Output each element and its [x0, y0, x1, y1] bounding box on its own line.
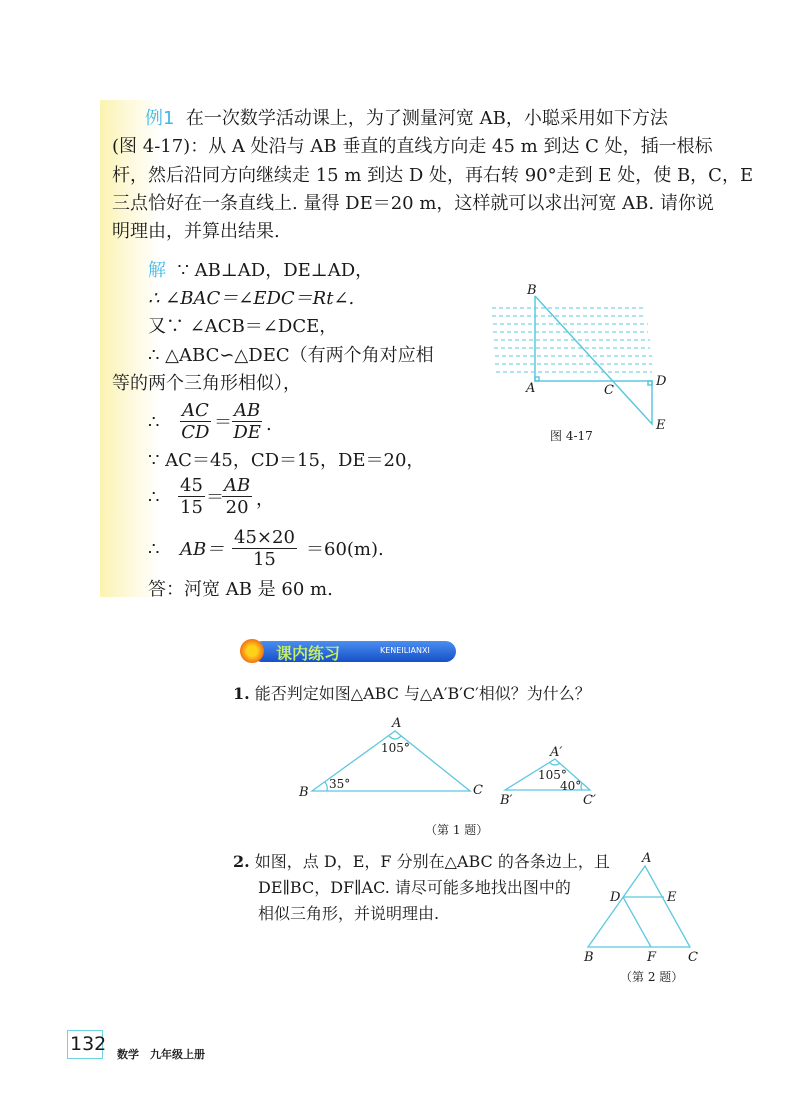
punct: ， — [256, 489, 274, 510]
solution-text: ∵ AB⊥AD，DE⊥AD， — [177, 260, 374, 281]
triangles-q1 — [312, 731, 590, 791]
q2-text: 相似三角形，并说明理由. — [258, 904, 440, 923]
page-number: 132 — [70, 1033, 107, 1055]
page-number-box — [67, 1030, 107, 1059]
t1-label-b: B — [299, 785, 309, 800]
t2-angle-c: 40° — [560, 779, 582, 793]
t2-angle-a: 105° — [538, 768, 567, 782]
denominator: 15 — [252, 549, 276, 570]
numerator: AC — [182, 400, 209, 421]
textbook-page: 例1 在一次数学活动课上，为了测量河宽 AB，小聪采用如下方法 (图 4-17)：从 A 处沿与 AB 垂直的直线方向走 45 m 到达 C 处，插一根标 杆，然后沿同方向继续走 15 m 到达 D 处，再右转 90°走到 E 处，使 B，C，E 三点恰好在一条直线上. 量得 DE＝20 m，这样就可以求出河宽 AB. 请你说 明理由，并算出结果. 解 ∵ AB⊥AD，DE⊥AD， ∴ ∠BAC＝∠EDC＝Rt∠. 又∵ ∠ACB＝∠DCE， ∴ △ABC∽△DEC（有两个角对应相 等的两个三角形相似）， ∴ $\frac{AC}{CD}$ ＝ $\frac{AB}{DE}$ . ∵ AC＝45，CD＝15，DE＝20， ∴ $\frac{45}{15}$ ＝ $\frac{AB}{20}$ ， ∴ AB＝ $\frac{45\times 20}{15}$ ＝60(m). 答：河宽 AB 是 60 m. B A C D E 图 4-17 课内练习 KENEILIANXI 1. 能否判定如图△ABC 与△A′B′C′相似？为什么？ A B C 105° 35° A′ B′ C′ 105° 40° （第 1 题） 2. 如图，点 D，E，F 分别在△ABC 的各条边上，且 DE∥BC，DF∥AC. 请尽可能多地找出图中的 相似三角形，并说明理由. A B C D E F （第 2 题） 132 数学 九年级上册 — [0, 0, 800, 1114]
q2-number: 2. — [233, 852, 250, 871]
label-d: D — [656, 374, 667, 389]
t2-label-b: B′ — [500, 793, 513, 808]
question-2 — [233, 849, 610, 872]
punct: . — [266, 414, 272, 435]
q1-caption: （第 1 题） — [425, 823, 489, 837]
triangle-q2 — [588, 866, 690, 947]
q2-label-e: E — [667, 890, 677, 905]
example-line-3: 杆，然后沿同方向继续走 15 m 到达 D 处，再右转 90°走到 E 处，使 B，C，E — [112, 165, 754, 186]
numerator: AB — [234, 400, 261, 421]
example-line-5: 明理由，并算出结果. — [112, 221, 280, 242]
label-c: C — [604, 383, 614, 398]
q2-caption: （第 2 题） — [620, 970, 684, 984]
example-line-4: 三点恰好在一条直线上. 量得 DE＝20 m，这样就可以求出河宽 AB. 请你说 — [112, 193, 714, 214]
book-title: 数学 九年级上册 — [117, 1048, 205, 1061]
example-text: 在一次数学活动课上，为了测量河宽 AB，小聪采用如下方法 — [185, 108, 668, 129]
q2-label-c: C — [688, 950, 698, 965]
solution-line-2: ∴ ∠BAC＝∠EDC＝Rt∠. — [148, 288, 355, 309]
q2-label-a: A — [642, 851, 652, 866]
practice-banner — [252, 641, 456, 662]
label-a: A — [526, 381, 536, 396]
solution-line-5: 等的两个三角形相似）， — [112, 373, 301, 394]
t1-label-c: C — [473, 783, 483, 798]
t1-angle-b: 35° — [329, 777, 351, 791]
example-line-2: (图 4-17)：从 A 处沿与 AB 垂直的直线方向走 45 m 到达 C 处，插一根标 — [112, 136, 713, 157]
therefore-symbol: ∴ — [148, 487, 160, 508]
numerator: AB — [224, 475, 251, 496]
example-label: 例1 — [145, 108, 175, 129]
t1-angle-a: 105° — [381, 741, 410, 755]
q2-label-b: B — [584, 950, 594, 965]
solution-label: 解 — [148, 260, 166, 281]
result: ＝60(m). — [306, 539, 384, 560]
q1-number: 1. — [233, 684, 250, 703]
numerator: 45 — [180, 475, 203, 496]
label-e: E — [656, 418, 666, 433]
denominator: DE — [233, 422, 261, 443]
solution-line-4: ∴ △ABC∽△DEC（有两个角对应相 — [148, 345, 434, 366]
banner-subtitle: KENEILIANXI — [380, 646, 430, 655]
therefore-symbol: ∴ — [148, 412, 160, 433]
figure-caption: 图 4-17 — [550, 429, 593, 443]
numerator: 45×20 — [234, 527, 295, 548]
denominator: CD — [181, 422, 210, 443]
q1-text: 能否判定如图△ABC 与△A′B′C′相似？为什么？ — [254, 684, 591, 703]
solution-line-7: ∵ AC＝45，CD＝15，DE＝20， — [148, 450, 425, 471]
q2-label-d: D — [610, 890, 621, 905]
label-b: B — [527, 283, 537, 298]
q2-text: 如图，点 D，E，F 分别在△ABC 的各条边上，且 — [254, 852, 610, 871]
denominator: 15 — [180, 497, 203, 518]
t2-label-c: C′ — [583, 793, 596, 808]
question-1 — [233, 681, 591, 704]
therefore-symbol: ∴ — [148, 539, 160, 560]
river-lines — [492, 308, 652, 372]
figure-4-17 — [535, 296, 652, 424]
ab-equals: AB＝ — [180, 539, 225, 560]
sun-icon — [240, 639, 264, 663]
t1-label-a: A — [392, 716, 402, 731]
q2-label-f: F — [647, 950, 657, 965]
t2-label-a: A′ — [550, 745, 563, 760]
solution-line-3: 又∵ ∠ACB＝∠DCE， — [148, 316, 338, 337]
q2-text: DE∥BC，DF∥AC. 请尽可能多地找出图中的 — [258, 878, 571, 897]
banner-title: 课内练习 — [276, 644, 341, 663]
denominator: 20 — [225, 497, 249, 518]
answer: 答：河宽 AB 是 60 m. — [148, 579, 333, 600]
